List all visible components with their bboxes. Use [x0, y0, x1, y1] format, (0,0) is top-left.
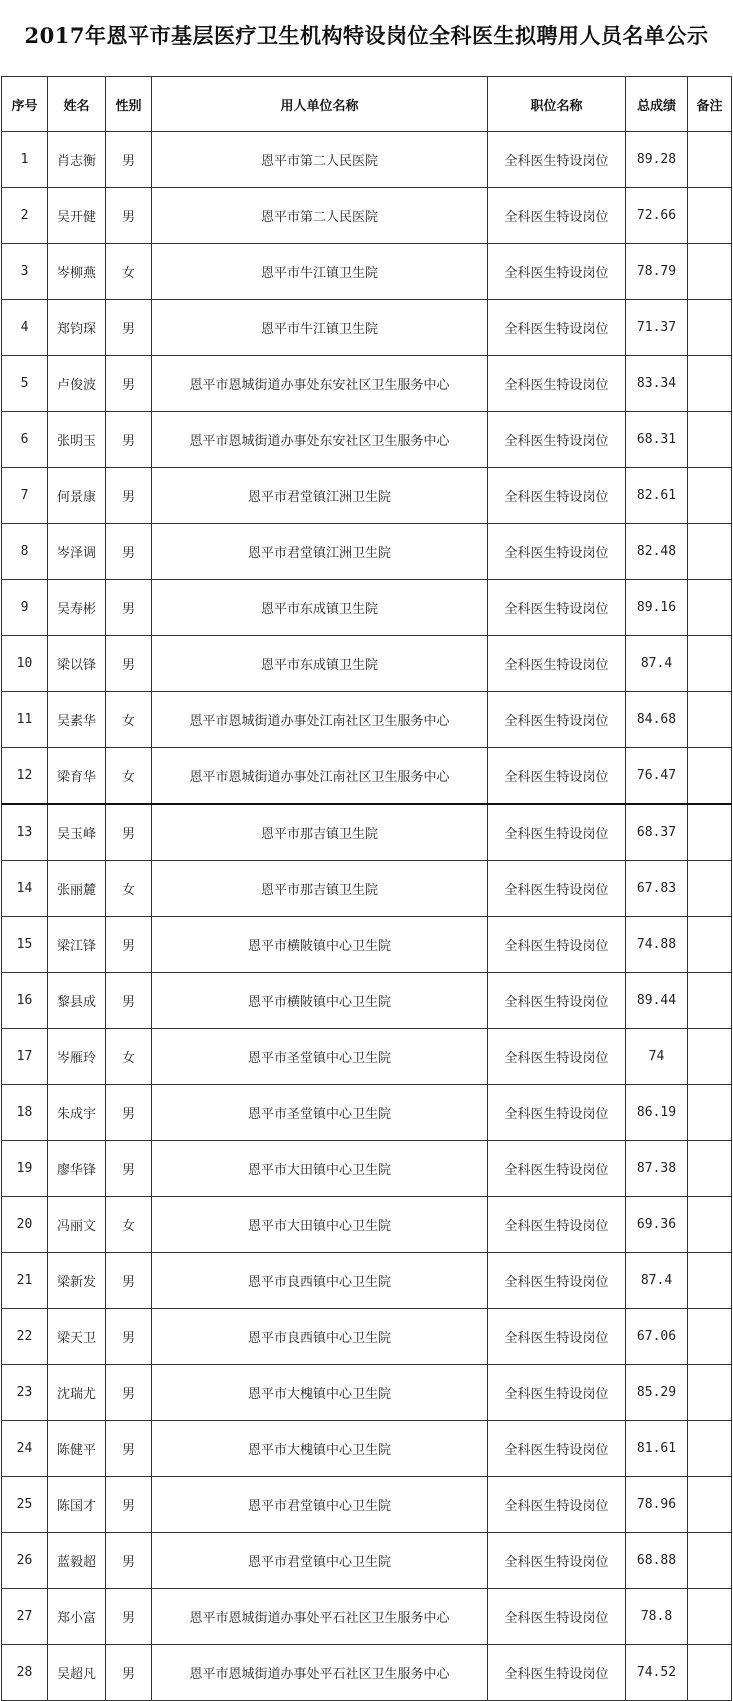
cell-score: 89.28 — [626, 132, 688, 188]
cell-remark — [688, 1253, 732, 1309]
cell-score: 69.36 — [626, 1197, 688, 1253]
cell-position: 全科医生特设岗位 — [488, 1645, 626, 1701]
cell-remark — [688, 356, 732, 412]
cell-num: 15 — [2, 917, 48, 973]
cell-gender: 男 — [106, 973, 152, 1029]
cell-num: 24 — [2, 1421, 48, 1477]
cell-remark — [688, 580, 732, 636]
table-row — [2, 1365, 732, 1421]
cell-num: 9 — [2, 580, 48, 636]
table-row — [2, 356, 732, 412]
cell-score: 87.4 — [626, 1253, 688, 1309]
table-row — [2, 1085, 732, 1141]
table-row — [2, 1141, 732, 1197]
cell-position: 全科医生特设岗位 — [488, 1197, 626, 1253]
cell-unit: 恩平市恩城街道办事处平石社区卫生服务中心 — [152, 1645, 488, 1701]
cell-remark — [688, 524, 732, 580]
cell-score: 76.47 — [626, 748, 688, 805]
cell-num: 6 — [2, 412, 48, 468]
table-row — [2, 1645, 732, 1701]
cell-unit: 恩平市那吉镇卫生院 — [152, 861, 488, 917]
cell-score: 82.61 — [626, 468, 688, 524]
cell-unit: 恩平市大田镇中心卫生院 — [152, 1141, 488, 1197]
table-row — [2, 1029, 732, 1085]
cell-name: 岑雁玲 — [48, 1029, 106, 1085]
cell-num: 27 — [2, 1589, 48, 1645]
cell-score: 74.52 — [626, 1645, 688, 1701]
cell-gender: 男 — [106, 1421, 152, 1477]
cell-unit: 恩平市恩城街道办事处江南社区卫生服务中心 — [152, 748, 488, 805]
cell-position: 全科医生特设岗位 — [488, 748, 626, 805]
table-row — [2, 1253, 732, 1309]
cell-position: 全科医生特设岗位 — [488, 1253, 626, 1309]
cell-remark — [688, 917, 732, 973]
cell-remark — [688, 1421, 732, 1477]
cell-num: 7 — [2, 468, 48, 524]
cell-name: 吴超凡 — [48, 1645, 106, 1701]
cell-position: 全科医生特设岗位 — [488, 580, 626, 636]
table-row — [2, 188, 732, 244]
cell-name: 张丽麓 — [48, 861, 106, 917]
cell-position: 全科医生特设岗位 — [488, 1421, 626, 1477]
cell-name: 沈瑞尤 — [48, 1365, 106, 1421]
cell-position: 全科医生特设岗位 — [488, 1141, 626, 1197]
cell-gender: 男 — [106, 1589, 152, 1645]
cell-position: 全科医生特设岗位 — [488, 1533, 626, 1589]
cell-unit: 恩平市君堂镇江洲卫生院 — [152, 524, 488, 580]
cell-unit: 恩平市君堂镇中心卫生院 — [152, 1477, 488, 1533]
cell-position: 全科医生特设岗位 — [488, 917, 626, 973]
cell-remark — [688, 188, 732, 244]
cell-position: 全科医生特设岗位 — [488, 412, 626, 468]
cell-unit: 恩平市圣堂镇中心卫生院 — [152, 1085, 488, 1141]
cell-num: 26 — [2, 1533, 48, 1589]
table-row — [2, 748, 732, 805]
cell-score: 89.16 — [626, 580, 688, 636]
cell-gender: 男 — [106, 1085, 152, 1141]
cell-unit: 恩平市那吉镇卫生院 — [152, 804, 488, 861]
cell-gender: 男 — [106, 1645, 152, 1701]
header-position: 职位名称 — [488, 77, 626, 132]
header-gender: 性别 — [106, 77, 152, 132]
table-body — [2, 132, 732, 1701]
cell-name: 岑泽调 — [48, 524, 106, 580]
cell-gender: 男 — [106, 1533, 152, 1589]
cell-score: 68.88 — [626, 1533, 688, 1589]
cell-name: 何景康 — [48, 468, 106, 524]
cell-gender: 男 — [106, 1253, 152, 1309]
cell-gender: 女 — [106, 244, 152, 300]
table-row — [2, 1477, 732, 1533]
cell-name: 陈国才 — [48, 1477, 106, 1533]
cell-unit: 恩平市恩城街道办事处东安社区卫生服务中心 — [152, 412, 488, 468]
cell-num: 18 — [2, 1085, 48, 1141]
header-remark: 备注 — [688, 77, 732, 132]
cell-num: 1 — [2, 132, 48, 188]
cell-score: 72.66 — [626, 188, 688, 244]
cell-gender: 男 — [106, 1365, 152, 1421]
cell-num: 21 — [2, 1253, 48, 1309]
cell-position: 全科医生特设岗位 — [488, 188, 626, 244]
cell-position: 全科医生特设岗位 — [488, 244, 626, 300]
table-row — [2, 412, 732, 468]
header-name: 姓名 — [48, 77, 106, 132]
cell-score: 83.34 — [626, 356, 688, 412]
cell-position: 全科医生特设岗位 — [488, 1029, 626, 1085]
cell-remark — [688, 973, 732, 1029]
cell-remark — [688, 1029, 732, 1085]
cell-unit: 恩平市大槐镇中心卫生院 — [152, 1421, 488, 1477]
cell-unit: 恩平市东成镇卫生院 — [152, 580, 488, 636]
cell-remark — [688, 468, 732, 524]
header-unit: 用人单位名称 — [152, 77, 488, 132]
cell-score: 82.48 — [626, 524, 688, 580]
cell-unit: 恩平市君堂镇江洲卫生院 — [152, 468, 488, 524]
cell-remark — [688, 692, 732, 748]
cell-position: 全科医生特设岗位 — [488, 1589, 626, 1645]
cell-gender: 男 — [106, 412, 152, 468]
cell-remark — [688, 1141, 732, 1197]
cell-remark — [688, 1533, 732, 1589]
table-row — [2, 1533, 732, 1589]
table-row — [2, 580, 732, 636]
cell-name: 冯丽文 — [48, 1197, 106, 1253]
cell-gender: 男 — [106, 1309, 152, 1365]
cell-position: 全科医生特设岗位 — [488, 636, 626, 692]
cell-name: 梁天卫 — [48, 1309, 106, 1365]
cell-remark — [688, 1589, 732, 1645]
cell-name: 张明玉 — [48, 412, 106, 468]
cell-gender: 男 — [106, 132, 152, 188]
cell-remark — [688, 244, 732, 300]
cell-unit: 恩平市牛江镇卫生院 — [152, 300, 488, 356]
cell-name: 郑小富 — [48, 1589, 106, 1645]
cell-unit: 恩平市良西镇中心卫生院 — [152, 1309, 488, 1365]
cell-unit: 恩平市恩城街道办事处平石社区卫生服务中心 — [152, 1589, 488, 1645]
cell-score: 81.61 — [626, 1421, 688, 1477]
cell-name: 梁以锋 — [48, 636, 106, 692]
cell-gender: 男 — [106, 1477, 152, 1533]
cell-position: 全科医生特设岗位 — [488, 1365, 626, 1421]
cell-num: 13 — [2, 804, 48, 861]
table-row — [2, 244, 732, 300]
cell-unit: 恩平市横陂镇中心卫生院 — [152, 917, 488, 973]
cell-num: 2 — [2, 188, 48, 244]
cell-position: 全科医生特设岗位 — [488, 132, 626, 188]
cell-num: 14 — [2, 861, 48, 917]
cell-num: 3 — [2, 244, 48, 300]
cell-position: 全科医生特设岗位 — [488, 1085, 626, 1141]
cell-unit: 恩平市横陂镇中心卫生院 — [152, 973, 488, 1029]
cell-gender: 男 — [106, 804, 152, 861]
cell-gender: 男 — [106, 356, 152, 412]
cell-num: 16 — [2, 973, 48, 1029]
cell-gender: 男 — [106, 917, 152, 973]
cell-name: 吴寿彬 — [48, 580, 106, 636]
cell-num: 17 — [2, 1029, 48, 1085]
cell-gender: 男 — [106, 300, 152, 356]
cell-gender: 男 — [106, 636, 152, 692]
header-num: 序号 — [2, 77, 48, 132]
table-row — [2, 636, 732, 692]
table-row — [2, 973, 732, 1029]
cell-position: 全科医生特设岗位 — [488, 1477, 626, 1533]
cell-unit: 恩平市君堂镇中心卫生院 — [152, 1533, 488, 1589]
cell-position: 全科医生特设岗位 — [488, 973, 626, 1029]
cell-unit: 恩平市牛江镇卫生院 — [152, 244, 488, 300]
cell-name: 朱成宇 — [48, 1085, 106, 1141]
cell-num: 10 — [2, 636, 48, 692]
cell-unit: 恩平市恩城街道办事处江南社区卫生服务中心 — [152, 692, 488, 748]
cell-remark — [688, 412, 732, 468]
cell-name: 吴玉峰 — [48, 804, 106, 861]
cell-num: 12 — [2, 748, 48, 805]
cell-gender: 女 — [106, 692, 152, 748]
page-title: 2017年恩平市基层医疗卫生机构特设岗位全科医生拟聘用人员名单公示 — [24, 23, 709, 48]
cell-position: 全科医生特设岗位 — [488, 861, 626, 917]
cell-score: 87.38 — [626, 1141, 688, 1197]
cell-num: 28 — [2, 1645, 48, 1701]
cell-remark — [688, 861, 732, 917]
cell-remark — [688, 300, 732, 356]
table-row — [2, 524, 732, 580]
cell-name: 卢俊波 — [48, 356, 106, 412]
cell-score: 68.31 — [626, 412, 688, 468]
cell-name: 廖华锋 — [48, 1141, 106, 1197]
cell-gender: 男 — [106, 580, 152, 636]
table-row — [2, 861, 732, 917]
cell-num: 19 — [2, 1141, 48, 1197]
cell-num: 11 — [2, 692, 48, 748]
cell-unit: 恩平市大田镇中心卫生院 — [152, 1197, 488, 1253]
table-row — [2, 917, 732, 973]
table-row — [2, 468, 732, 524]
cell-remark — [688, 1645, 732, 1701]
cell-num: 22 — [2, 1309, 48, 1365]
cell-position: 全科医生特设岗位 — [488, 468, 626, 524]
cell-gender: 男 — [106, 188, 152, 244]
cell-name: 蓝毅超 — [48, 1533, 106, 1589]
table-row — [2, 132, 732, 188]
cell-remark — [688, 1477, 732, 1533]
table-row — [2, 1197, 732, 1253]
cell-score: 74.88 — [626, 917, 688, 973]
cell-score: 78.8 — [626, 1589, 688, 1645]
cell-position: 全科医生特设岗位 — [488, 356, 626, 412]
cell-remark — [688, 748, 732, 805]
cell-score: 71.37 — [626, 300, 688, 356]
cell-remark — [688, 1085, 732, 1141]
table-row — [2, 692, 732, 748]
cell-num: 4 — [2, 300, 48, 356]
cell-name: 吴开健 — [48, 188, 106, 244]
cell-score: 78.96 — [626, 1477, 688, 1533]
cell-gender: 男 — [106, 1141, 152, 1197]
cell-name: 梁新发 — [48, 1253, 106, 1309]
cell-position: 全科医生特设岗位 — [488, 804, 626, 861]
cell-position: 全科医生特设岗位 — [488, 1309, 626, 1365]
cell-remark — [688, 1309, 732, 1365]
cell-remark — [688, 804, 732, 861]
cell-score: 68.37 — [626, 804, 688, 861]
table-row — [2, 804, 732, 861]
table-row — [2, 1421, 732, 1477]
cell-unit: 恩平市大槐镇中心卫生院 — [152, 1365, 488, 1421]
table-row — [2, 300, 732, 356]
cell-num: 5 — [2, 356, 48, 412]
table-row — [2, 1309, 732, 1365]
cell-remark — [688, 132, 732, 188]
cell-unit: 恩平市东成镇卫生院 — [152, 636, 488, 692]
cell-gender: 女 — [106, 748, 152, 805]
header-score: 总成绩 — [626, 77, 688, 132]
cell-position: 全科医生特设岗位 — [488, 300, 626, 356]
cell-score: 87.4 — [626, 636, 688, 692]
cell-remark — [688, 1197, 732, 1253]
cell-unit: 恩平市第二人民医院 — [152, 188, 488, 244]
cell-unit: 恩平市良西镇中心卫生院 — [152, 1253, 488, 1309]
cell-gender: 女 — [106, 861, 152, 917]
cell-score: 67.06 — [626, 1309, 688, 1365]
cell-score: 67.83 — [626, 861, 688, 917]
cell-name: 黎县成 — [48, 973, 106, 1029]
cell-name: 吴素华 — [48, 692, 106, 748]
cell-name: 郑钧琛 — [48, 300, 106, 356]
header-row — [2, 77, 732, 132]
cell-gender: 女 — [106, 1197, 152, 1253]
cell-gender: 女 — [106, 1029, 152, 1085]
cell-score: 74 — [626, 1029, 688, 1085]
cell-unit: 恩平市圣堂镇中心卫生院 — [152, 1029, 488, 1085]
cell-score: 84.68 — [626, 692, 688, 748]
cell-num: 23 — [2, 1365, 48, 1421]
personnel-table — [1, 76, 732, 1701]
cell-name: 梁江锋 — [48, 917, 106, 973]
cell-name: 梁育华 — [48, 748, 106, 805]
cell-score: 85.29 — [626, 1365, 688, 1421]
cell-position: 全科医生特设岗位 — [488, 524, 626, 580]
cell-name: 肖志衡 — [48, 132, 106, 188]
cell-num: 8 — [2, 524, 48, 580]
cell-unit: 恩平市第二人民医院 — [152, 132, 488, 188]
cell-position: 全科医生特设岗位 — [488, 692, 626, 748]
cell-gender: 男 — [106, 468, 152, 524]
cell-unit: 恩平市恩城街道办事处东安社区卫生服务中心 — [152, 356, 488, 412]
table-row — [2, 1589, 732, 1645]
cell-score: 78.79 — [626, 244, 688, 300]
cell-remark — [688, 1365, 732, 1421]
cell-name: 陈健平 — [48, 1421, 106, 1477]
cell-score: 89.44 — [626, 973, 688, 1029]
cell-remark — [688, 636, 732, 692]
cell-gender: 男 — [106, 524, 152, 580]
cell-num: 20 — [2, 1197, 48, 1253]
cell-score: 86.19 — [626, 1085, 688, 1141]
cell-num: 25 — [2, 1477, 48, 1533]
cell-name: 岑柳燕 — [48, 244, 106, 300]
